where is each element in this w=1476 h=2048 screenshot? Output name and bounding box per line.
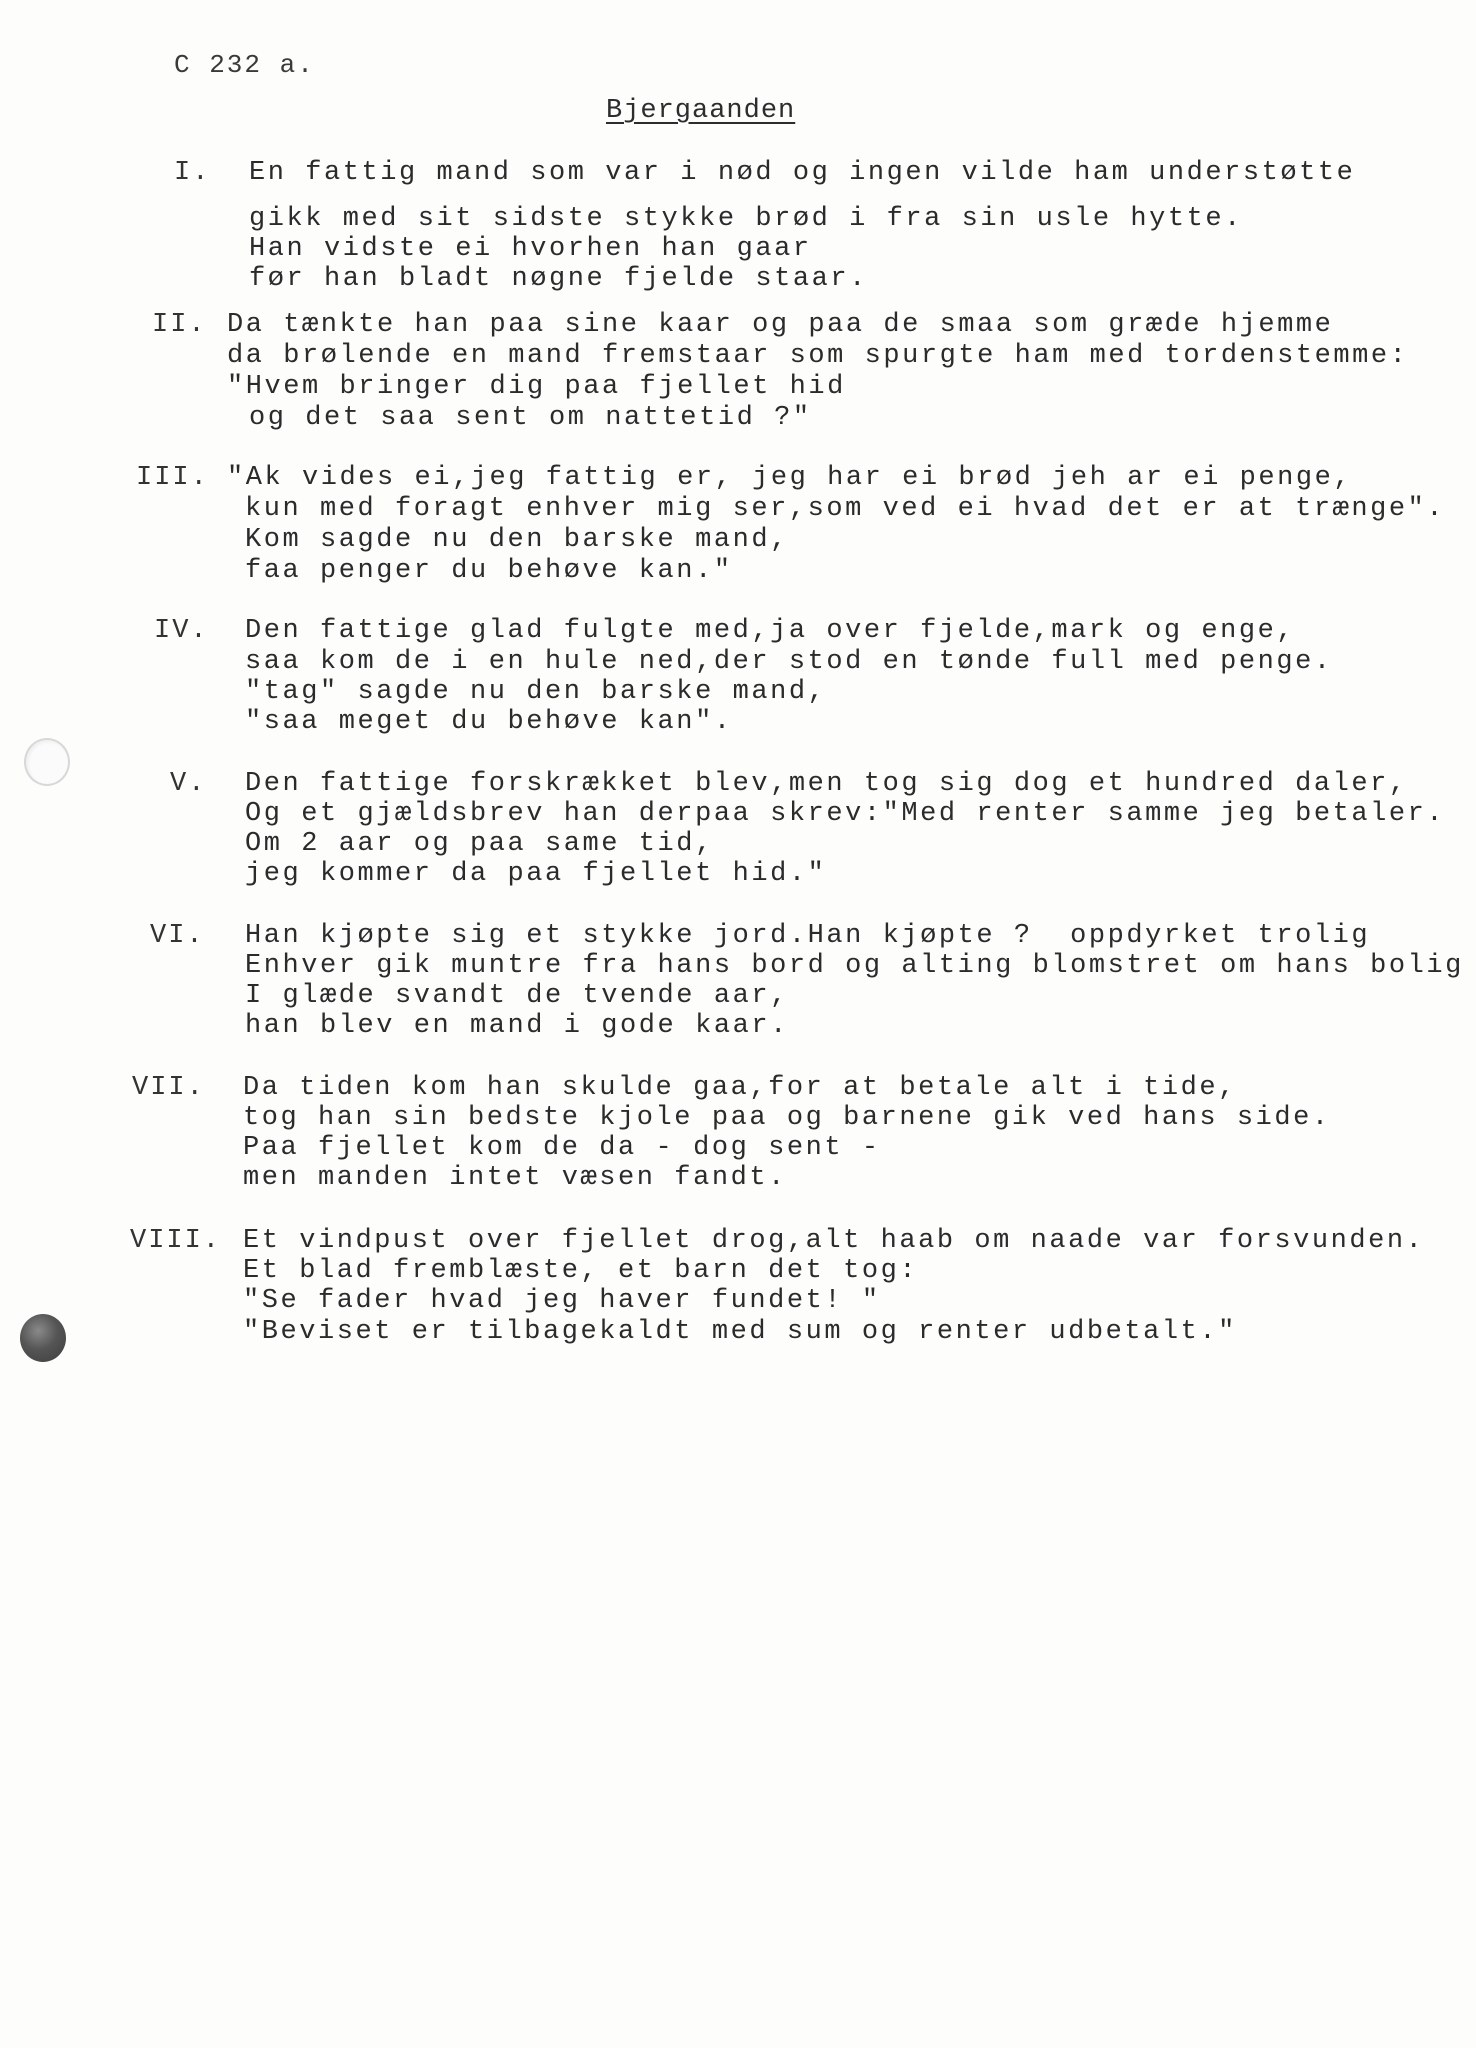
stanza-numeral: VIII. (130, 1226, 222, 1256)
stanza-line: gikk med sit sidste stykke brød i fra sin usle hytte. (249, 204, 1243, 234)
stanza-line: Han kjøpte sig et stykke jord.Han kjøpte ? oppdyrket trolig (245, 921, 1371, 951)
stanza-line: I glæde svandt de tvende aar, (245, 981, 789, 1011)
stanza-line: kun med foragt enhver mig ser,som ved ei hvad det er at trænge". (245, 494, 1446, 524)
stanza-line: "Ak vides ei,jeg fattig er, jeg har ei brød jeh ar ei penge, (227, 463, 1353, 493)
document-reference: C 232 a. (174, 50, 315, 80)
stanza-line: og det saa sent om nattetid ?" (249, 403, 812, 433)
stanza-line: Om 2 aar og paa same tid, (245, 829, 714, 859)
stanza-line: "Hvem bringer dig paa fjellet hid (227, 372, 846, 402)
stanza-numeral: IV. (154, 616, 209, 646)
stanza-numeral: III. (136, 463, 209, 493)
stanza-line: "saa meget du behøve kan". (245, 707, 733, 737)
stanza-numeral: I. (174, 158, 211, 188)
stanza-line: Han vidste ei hvorhen han gaar (249, 234, 812, 264)
stanza-line: Et vindpust over fjellet drog,alt haab om naade var forsvunden. (243, 1226, 1425, 1256)
stanza-numeral: II. (152, 310, 207, 340)
page-title: Bjergaanden (606, 96, 796, 126)
stanza-line: faa penger du behøve kan." (245, 556, 733, 586)
stanza-line: Enhver gik muntre fra hans bord og alting blomstret om hans bolig (245, 951, 1464, 981)
stanza-numeral: VII. (132, 1073, 205, 1103)
stanza-line: "Se fader hvad jeg haver fundet! " (243, 1286, 881, 1316)
stanza-line: han blev en mand i gode kaar. (245, 1011, 789, 1041)
stanza-line: Paa fjellet kom de da - dog sent - (243, 1133, 881, 1163)
stanza-line: Den fattige glad fulgte med,ja over fjelde,mark og enge, (245, 616, 1296, 646)
stanza-line: Og et gjældsbrev han derpaa skrev:"Med renter samme jeg betaler. (245, 799, 1446, 829)
stanza-line: Et blad fremblæste, et barn det tog: (243, 1256, 919, 1286)
stanza-line: Kom sagde nu den barske mand, (245, 525, 789, 555)
stanza-line: Den fattige forskrækket blev,men tog sig dog et hundred daler, (245, 769, 1408, 799)
punch-hole-top (24, 738, 70, 786)
stanza-line: tog han sin bedste kjole paa og barnene gik ved hans side. (243, 1103, 1331, 1133)
stanza-line: "Beviset er tilbagekaldt med sum og renter udbetalt." (243, 1317, 1237, 1347)
stanza-line: da brølende en mand fremstaar som spurgte ham med tordenstemme: (227, 341, 1409, 371)
stanza-line: men manden intet væsen fandt. (243, 1163, 787, 1193)
stanza-line: Da tænkte han paa sine kaar og paa de smaa som græde hjemme (227, 310, 1334, 340)
stanza-numeral: V. (170, 769, 207, 799)
stanza-numeral: VI. (150, 921, 205, 951)
stanza-line: "tag" sagde nu den barske mand, (245, 677, 827, 707)
stanza-line: En fattig mand som var i nød og ingen vilde ham understøtte (249, 158, 1356, 188)
stanza-line: før han bladt nøgne fjelde staar. (249, 264, 868, 294)
stanza-line: Da tiden kom han skulde gaa,for at betale alt i tide, (243, 1073, 1237, 1103)
stanza-line: jeg kommer da paa fjellet hid." (245, 859, 827, 889)
punch-hole-bottom (20, 1314, 66, 1362)
stanza-line: saa kom de i en hule ned,der stod en tønde full med penge. (245, 647, 1333, 677)
